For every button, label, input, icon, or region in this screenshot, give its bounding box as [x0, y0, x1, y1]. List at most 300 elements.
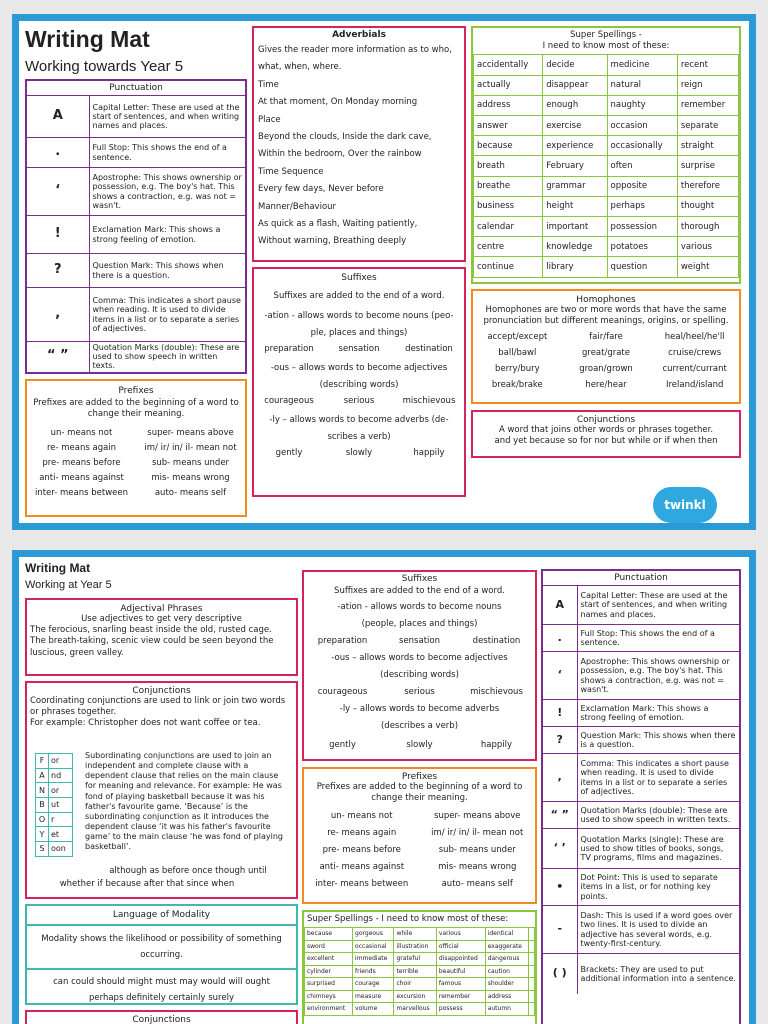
fanboys-rest: or — [49, 754, 73, 769]
page-1-title: Writing Mat — [25, 26, 150, 52]
spelling-word: measure — [353, 990, 394, 1003]
table-row — [543, 700, 739, 727]
table-row — [474, 156, 739, 176]
fanboys-rest: nd — [49, 768, 73, 783]
table-row — [543, 906, 739, 954]
p1-suffix-ous-rule: -ous – allows words to become adjectives (describing words) — [270, 363, 448, 391]
spelling-word: courage — [353, 978, 394, 991]
spelling-word: surprise — [677, 156, 738, 176]
double-quotation-symbol: “ ” — [27, 342, 89, 372]
spelling-word: experience — [543, 136, 607, 156]
spelling-word: remember — [436, 990, 485, 1003]
table-row — [305, 978, 535, 991]
p2-spellings-table — [304, 927, 535, 1016]
spelling-word: question — [607, 257, 677, 277]
p2-modality-title: Language of Modality — [27, 906, 296, 926]
spelling-word: occasion — [607, 116, 677, 136]
p2-suffix-ly-rule: -ly – allows words to become adverbs — [339, 704, 500, 714]
prefix-item: super- means above — [434, 811, 521, 822]
table-row — [474, 196, 739, 216]
p1-spellings-subtitle: I need to know most of these: — [542, 41, 670, 52]
suffix-word: courageous — [317, 687, 368, 697]
p1-conjunctions-text: A word that joins other words or phrases together. — [498, 425, 714, 435]
punctuation-description: Question Mark: This shows when there is a question. — [89, 254, 245, 288]
adverbial-line: Gives the reader more information as to who, — [258, 45, 452, 55]
suffix-word: happily — [480, 740, 513, 750]
fanboys-rest: r — [49, 812, 73, 827]
homophone-pair: break/brake — [491, 380, 543, 391]
punctuation-description: Quotation Marks (double): These are used to show speech in written texts. — [89, 342, 245, 372]
p2-conjunctions-title: Conjunctions — [132, 686, 191, 696]
p2-suffix-ation-note: (people, places and things) — [361, 619, 478, 629]
spelling-word: sword — [305, 940, 353, 953]
spelling-word: disappear — [543, 75, 607, 95]
spelling-word: cylinder — [305, 965, 353, 978]
spelling-word: immediate — [353, 953, 394, 966]
homophone-pair: here/hear — [585, 380, 627, 391]
spelling-word: autumn — [485, 1003, 529, 1016]
table-row — [474, 55, 739, 75]
p2-prefixes-list — [304, 811, 535, 889]
p2-coordinating-text: Coordinating conjunctions are used to link or join two words or phrases together. — [30, 696, 286, 718]
punctuation-description: Quotation Marks (double): These are used to show speech in written texts. — [577, 802, 739, 829]
table-row — [305, 928, 535, 941]
suffix-word: gently — [275, 448, 303, 459]
spelling-word: decide — [543, 55, 607, 75]
adverbial-line: Time — [258, 79, 279, 90]
prefix-item: auto- means self — [441, 879, 513, 890]
p2-suffix-ly-note: (describes a verb) — [380, 721, 459, 731]
p1-conjunctions-title: Conjunctions — [576, 415, 636, 425]
p2-super-spellings-box — [302, 910, 537, 1024]
table-row — [543, 954, 739, 994]
table-row — [27, 342, 245, 372]
table-row — [474, 75, 739, 95]
punctuation-description: Dot Point: This is used to separate items in a list, or for nothing key points. — [577, 869, 739, 906]
spelling-word: possess — [436, 1003, 485, 1016]
punctuation-description: Brackets: They are used to put additional information into a sentence. — [577, 954, 739, 994]
table-row — [36, 768, 73, 783]
spelling-word: actually — [474, 75, 543, 95]
p2-modality-box — [25, 904, 298, 1005]
p1-homophones-list — [473, 332, 739, 390]
spelling-word: grammar — [543, 176, 607, 196]
p1-homophones-title: Homophones — [576, 295, 636, 305]
p1-prefixes-title: Prefixes — [118, 386, 154, 396]
p1-suffix-ation-rule: -ation - allows words to become nouns (peo-ple, places and things) — [264, 311, 454, 339]
spelling-word: identical — [485, 928, 529, 941]
spelling-word: famous — [436, 978, 485, 991]
prefix-item: re- means again — [46, 443, 117, 454]
homophone-pair: Ireland/island — [665, 380, 724, 391]
page-2-subtitle: Working at Year 5 — [25, 579, 112, 591]
spelling-word: gorgeous — [353, 928, 394, 941]
table-row — [36, 754, 73, 769]
spelling-word: caution — [485, 965, 529, 978]
spelling-word: surprised — [305, 978, 353, 991]
capital-letter-symbol: A — [27, 96, 89, 138]
punctuation-description: Comma: This indicates a short pause when reading. It is used to divide items in a list or to separate a series of adjectives. — [577, 754, 739, 802]
table-row — [305, 990, 535, 1003]
p2-conjunctions2-box — [25, 1010, 298, 1024]
table-row — [27, 138, 245, 168]
p2-suffix-ous-note: (describing words) — [380, 670, 459, 680]
p2-suffix-ation-words — [304, 633, 535, 650]
suffix-word: happily — [413, 448, 445, 459]
p1-prefixes-list — [27, 428, 245, 498]
p1-suffix-ly-rule: -ly – allows words to become adverbs (de-scribes a verb) — [269, 415, 449, 443]
table-row — [543, 625, 739, 652]
fanboys-rest: ut — [49, 798, 73, 813]
spelling-word: centre — [474, 237, 543, 257]
spelling-word: because — [305, 928, 353, 941]
punctuation-description: Exclamation Mark: This shows a strong feeling of emotion. — [577, 700, 739, 727]
suffix-word: serious — [343, 396, 375, 407]
p2-subordinating-list-1: although as before once though until — [109, 866, 267, 876]
page-2-sheet — [12, 550, 756, 1024]
spelling-word: official — [436, 940, 485, 953]
table-row — [305, 940, 535, 953]
homophone-pair: great/grate — [581, 348, 630, 359]
p2-conjunctions2-title: Conjunctions — [132, 1015, 191, 1024]
homophone-pair: current/currant — [662, 364, 727, 375]
adverbial-line: Place — [258, 114, 281, 125]
spelling-word: grateful — [394, 953, 436, 966]
table-row — [474, 237, 739, 257]
spelling-word: remember — [677, 95, 738, 115]
punctuation-description: Question Mark: This shows when there is a question. — [577, 727, 739, 754]
p2-subordinating-text: Subordinating conjunctions are used to join an independent and complete clause with a dependent clause that relies on the main clause for meaning and relevance. For example: He was fond of playing basketball because it was his father's favourite game. ‘Because’ is the subordinating conjunction as it introduces the dependent clause ‘it was his father's favourite game’ to the main clause ‘he was fond of playing basketball’. — [85, 751, 283, 852]
spelling-word: important — [543, 216, 607, 236]
p2-suffixes-title: Suffixes — [401, 574, 438, 584]
p2-adjectival-box — [25, 598, 298, 676]
suffix-word: sensation — [399, 636, 440, 646]
adverbial-line: At that moment, On Monday morning — [258, 97, 418, 108]
table-row — [543, 652, 739, 700]
p2-suffix-ous-words — [304, 684, 535, 701]
prefix-item: inter- means between — [315, 879, 409, 890]
spelling-word — [529, 990, 535, 1003]
spelling-word: naughty — [607, 95, 677, 115]
adverbial-line: Manner/Behaviour — [258, 201, 337, 212]
table-row — [543, 869, 739, 906]
dot-point-symbol: • — [543, 869, 577, 906]
prefix-item: re- means again — [327, 828, 397, 839]
p1-super-spellings-box — [471, 26, 741, 284]
p2-suffixes-box — [302, 570, 537, 761]
p2-adjectival-title: Adjectival Phrases — [120, 604, 203, 614]
p1-suffix-ation-words — [254, 344, 464, 354]
suffix-word: destination — [405, 344, 453, 355]
prefix-item: anti- means against — [319, 862, 405, 873]
table-row — [36, 798, 73, 813]
spelling-word: straight — [677, 136, 738, 156]
p2-punctuation-table — [543, 585, 739, 994]
spelling-word: friends — [353, 965, 394, 978]
spelling-word: because — [474, 136, 543, 156]
prefix-item: im/ ir/ in/ il- mean not — [144, 443, 237, 454]
spelling-word: answer — [474, 116, 543, 136]
spelling-word: recent — [677, 55, 738, 75]
spelling-word: terrible — [394, 965, 436, 978]
punctuation-description: Apostrophe: This shows ownership or possession, e.g. The boy's hat. This shows a contraction, e.g. was not = wasn't. — [577, 652, 739, 700]
spelling-word: height — [543, 196, 607, 216]
spelling-word: continue — [474, 257, 543, 277]
spelling-word: medicine — [607, 55, 677, 75]
twinkl-logo: twinkl — [653, 487, 717, 523]
p1-homophones-box — [471, 289, 741, 404]
table-row — [36, 783, 73, 798]
spelling-word: while — [394, 928, 436, 941]
prefix-item: im/ ir/ in/ il- mean not — [431, 828, 524, 839]
table-row — [305, 965, 535, 978]
page-2-title: Writing Mat — [25, 561, 91, 575]
spelling-word: potatoes — [607, 237, 677, 257]
spelling-word: February — [543, 156, 607, 176]
table-row — [305, 953, 535, 966]
fanboys-letter: S — [36, 842, 49, 857]
spelling-word: various — [436, 928, 485, 941]
fanboys-rest: et — [49, 827, 73, 842]
prefix-item: super- means above — [147, 428, 234, 439]
prefix-item: un- means not — [330, 811, 393, 822]
brackets-symbol: ( ) — [543, 954, 577, 994]
spelling-word — [529, 953, 535, 966]
spelling-word — [529, 928, 535, 941]
spelling-word: various — [677, 237, 738, 257]
question-mark-symbol: ? — [27, 254, 89, 288]
double-quotation-symbol: “ ” — [543, 802, 577, 829]
spelling-word — [529, 1003, 535, 1016]
p2-prefixes-box — [302, 767, 537, 904]
homophone-pair: heal/heel/he'll — [664, 332, 725, 343]
full-stop-symbol: . — [543, 625, 577, 652]
spelling-word: exercise — [543, 116, 607, 136]
adverbial-line: As quick as a flash, Waiting patiently, — [258, 219, 418, 230]
p1-punctuation-title: Punctuation — [109, 83, 163, 93]
p1-suffixes-box — [252, 267, 466, 497]
suffix-word: preparation — [264, 344, 314, 355]
table-row — [543, 802, 739, 829]
homophone-pair: fair/fare — [589, 332, 623, 343]
punctuation-description: Apostrophe: This shows ownership or possession, e.g. The boy's hat. This shows a contraction, e.g. was not = wasn't. — [89, 168, 245, 216]
apostrophe-symbol: ‘ — [27, 168, 89, 216]
table-row — [474, 116, 739, 136]
fanboys-rest: or — [49, 783, 73, 798]
p1-prefixes-box — [25, 379, 247, 517]
p1-adverbials-text — [254, 42, 464, 251]
table-row — [305, 1003, 535, 1016]
spelling-word: exaggerate — [485, 940, 529, 953]
table-row — [27, 96, 245, 138]
spelling-word: enough — [543, 95, 607, 115]
p1-spellings-title: Super Spellings - — [570, 30, 642, 40]
p1-punctuation-box — [25, 79, 247, 374]
comma-symbol: , — [543, 754, 577, 802]
spelling-word: breath — [474, 156, 543, 176]
spelling-word: occasionally — [607, 136, 677, 156]
spelling-word: beautiful — [436, 965, 485, 978]
table-row — [474, 95, 739, 115]
p1-adverbials-title: Adverbials — [332, 30, 386, 40]
prefix-item: anti- means against — [39, 473, 124, 484]
adverbial-line: Beyond the clouds, Inside the dark cave, — [258, 132, 432, 143]
spelling-word: address — [474, 95, 543, 115]
p2-suffix-ation-rule: -ation - allows words to become nouns — [337, 602, 502, 612]
apostrophe-symbol: ‘ — [543, 652, 577, 700]
p2-conjunctions-box — [25, 681, 298, 899]
p1-suffix-ly-words — [254, 448, 464, 458]
p2-spellings-title: Super Spellings - I need to know most of these: — [307, 914, 509, 924]
spelling-word: illustration — [394, 940, 436, 953]
punctuation-description: Quotation Marks (single): These are used to show titles of books, songs, TV programs, films and magazines. — [577, 829, 739, 869]
fanboys-letter: B — [36, 798, 49, 813]
homophone-pair: cruise/crews — [668, 348, 722, 359]
single-quotation-symbol: ‘ ’ — [543, 829, 577, 869]
table-row — [36, 812, 73, 827]
spelling-word: often — [607, 156, 677, 176]
table-row — [27, 168, 245, 216]
page-1-sheet — [12, 14, 756, 530]
table-row — [36, 827, 73, 842]
spelling-word: natural — [607, 75, 677, 95]
prefix-item: pre- means before — [322, 845, 401, 856]
spelling-word: weight — [677, 257, 738, 277]
table-row — [27, 254, 245, 288]
punctuation-description: Full Stop: This shows the end of a sentence. — [577, 625, 739, 652]
table-row — [27, 288, 245, 342]
prefix-item: un- means not — [50, 428, 113, 439]
p1-prefixes-intro: Prefixes are added to the beginning of a word to change their meaning. — [33, 398, 239, 420]
spelling-word: environment — [305, 1003, 353, 1016]
punctuation-description: Full Stop: This shows the end of a sentence. — [89, 138, 245, 168]
adverbial-line: what, when, where. — [258, 62, 342, 73]
p2-modality-words: can could should might must may would will ought perhaps definitely certainly surely — [53, 977, 270, 1003]
p2-prefixes-intro: Prefixes are added to the beginning of a word to change their meaning. — [316, 782, 523, 804]
suffix-word: sensation — [338, 344, 380, 355]
spelling-word: excellent — [305, 953, 353, 966]
table-row — [474, 216, 739, 236]
spelling-word: occasional — [353, 940, 394, 953]
p2-subordinating-list-2: whether if because after that since when — [59, 879, 235, 889]
table-row — [474, 176, 739, 196]
prefix-item: inter- means between — [34, 488, 129, 499]
prefix-item: auto- means self — [154, 488, 227, 499]
fanboys-letter: F — [36, 754, 49, 769]
spelling-word: shoulder — [485, 978, 529, 991]
spelling-word: thorough — [677, 216, 738, 236]
suffix-word: slowly — [345, 448, 373, 459]
fanboys-table — [35, 753, 73, 857]
suffix-word: preparation — [317, 636, 368, 646]
fanboys-letter: O — [36, 812, 49, 827]
p2-modality-text: Modality shows the likelihood or possibility of something occurring. — [27, 926, 296, 970]
spelling-word: opposite — [607, 176, 677, 196]
spelling-word: breathe — [474, 176, 543, 196]
spelling-word: perhaps — [607, 196, 677, 216]
exclamation-mark-symbol: ! — [27, 216, 89, 254]
spelling-word: chimneys — [305, 990, 353, 1003]
spelling-word — [529, 940, 535, 953]
homophone-pair: ball/bawl — [498, 348, 537, 359]
capital-letter-symbol: A — [543, 586, 577, 625]
p2-suffixes-intro: Suffixes are added to the end of a word. — [334, 586, 505, 596]
exclamation-mark-symbol: ! — [543, 700, 577, 727]
spelling-word: calendar — [474, 216, 543, 236]
adverbial-line: Every few days, Never before — [258, 184, 384, 195]
page-1-subtitle: Working towards Year 5 — [25, 58, 184, 75]
comma-symbol: , — [27, 288, 89, 342]
page-2-inner — [19, 557, 749, 1024]
page-1-inner — [19, 21, 749, 523]
p1-spellings-table — [473, 54, 739, 277]
p1-adverbials-box — [252, 26, 466, 262]
adverbial-line: Without warning, Breathing deeply — [258, 236, 407, 247]
suffix-word: mischievous — [402, 396, 456, 407]
table-row — [543, 754, 739, 802]
table-row — [27, 216, 245, 254]
prefix-item: pre- means before — [42, 458, 121, 469]
dash-symbol: - — [543, 906, 577, 954]
homophone-pair: groan/grown — [579, 364, 633, 375]
prefix-item: sub- means under — [438, 845, 516, 856]
spelling-word: volume — [353, 1003, 394, 1016]
homophone-pair: accept/except — [487, 332, 548, 343]
spelling-word — [529, 965, 535, 978]
spelling-word: accidentally — [474, 55, 543, 75]
p1-suffixes-intro: Suffixes are added to the end of a word. — [273, 291, 445, 301]
spelling-word: library — [543, 257, 607, 277]
table-row — [543, 586, 739, 625]
suffix-word: mischievous — [470, 687, 523, 697]
punctuation-description: Capital Letter: These are used at the start of sentences, and when writing names and places. — [89, 96, 245, 138]
prefix-item: mis- means wrong — [151, 473, 230, 484]
spelling-word: business — [474, 196, 543, 216]
punctuation-description: Comma: This indicates a short pause when reading. It is used to divide items in a list or to separate a series of adjectives. — [89, 288, 245, 342]
p2-punctuation-title: Punctuation — [614, 573, 668, 583]
spelling-word: dangerous — [485, 953, 529, 966]
fanboys-letter: N — [36, 783, 49, 798]
table-row — [474, 257, 739, 277]
p2-conjunctions-example: For example: Christopher does not want coffee or tea. — [30, 718, 261, 729]
suffix-word: serious — [404, 687, 435, 697]
suffix-word: gently — [329, 740, 356, 750]
spelling-word: reign — [677, 75, 738, 95]
p2-adjectival-line: The ferocious, snarling beast inside the old, rusted cage. — [30, 625, 272, 636]
p2-adjectival-intro: Use adjectives to get very descriptive — [81, 614, 242, 624]
spelling-word: excursion — [394, 990, 436, 1003]
p2-suffix-ous-rule: -ous – allows words to become adjectives — [331, 653, 508, 663]
question-mark-symbol: ? — [543, 727, 577, 754]
fanboys-letter: Y — [36, 827, 49, 842]
punctuation-description: Dash: This is used if a word goes over two lines. It is used to divide an adjective has several words, e.g. twenty-first-century. — [577, 906, 739, 954]
spelling-word — [529, 978, 535, 991]
suffix-word: slowly — [406, 740, 433, 750]
p1-suffixes-title: Suffixes — [341, 273, 377, 283]
p2-prefixes-title: Prefixes — [401, 772, 438, 782]
p1-conjunctions-words: and yet because so for nor but while or if when then — [494, 436, 718, 447]
prefix-item: mis- means wrong — [438, 862, 517, 873]
suffix-word: courageous — [264, 396, 314, 407]
p2-punctuation-box — [541, 569, 741, 1024]
spelling-word: separate — [677, 116, 738, 136]
p1-punctuation-table — [27, 95, 245, 372]
table-row — [36, 842, 73, 857]
spelling-word: knowledge — [543, 237, 607, 257]
p2-adjectival-line: The breath-taking, scenic view could be seen beyond the luscious, green valley. — [30, 636, 274, 658]
p1-homophones-text: Homophones are two or more words that have the same pronunciation but different meanings, origins, or spelling. — [483, 305, 729, 327]
table-row — [543, 829, 739, 869]
